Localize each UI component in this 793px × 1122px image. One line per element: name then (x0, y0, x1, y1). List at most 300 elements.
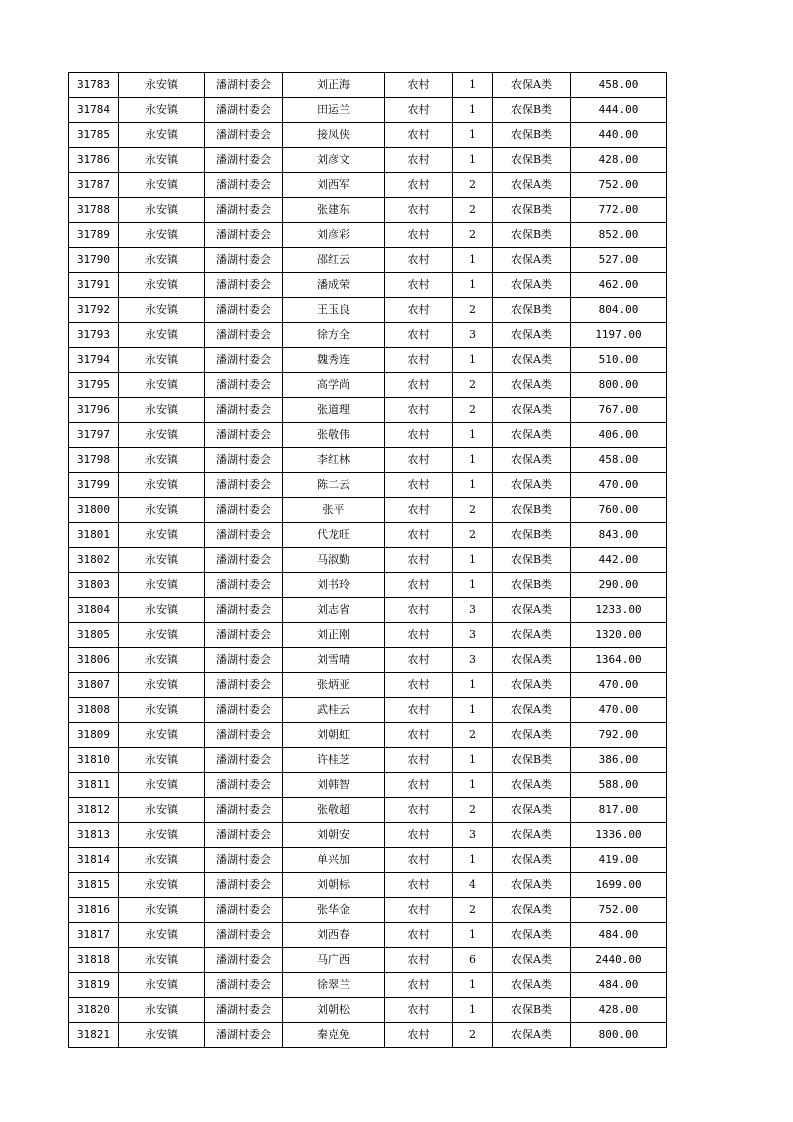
cell-residence-type: 农村 (385, 148, 453, 173)
cell-amount: 1364.00 (571, 648, 667, 673)
cell-household-count: 2 (453, 523, 493, 548)
cell-amount: 386.00 (571, 748, 667, 773)
table-row (69, 623, 667, 648)
cell-record-id: 31786 (69, 148, 119, 173)
cell-record-id: 31799 (69, 473, 119, 498)
cell-record-id: 31803 (69, 573, 119, 598)
cell-household-count: 1 (453, 248, 493, 273)
table-row (69, 248, 667, 273)
cell-record-id: 31811 (69, 773, 119, 798)
cell-record-id: 31817 (69, 923, 119, 948)
cell-amount: 804.00 (571, 298, 667, 323)
cell-record-id: 31812 (69, 798, 119, 823)
cell-person-name: 张炳亚 (283, 673, 385, 698)
table-row (69, 948, 667, 973)
cell-residence-type: 农村 (385, 873, 453, 898)
cell-residence-type: 农村 (385, 998, 453, 1023)
cell-insurance-category: 农保B类 (493, 998, 571, 1023)
cell-town: 永安镇 (119, 898, 205, 923)
cell-amount: 800.00 (571, 373, 667, 398)
cell-village-committee: 潘湖村委会 (205, 573, 283, 598)
table-row (69, 448, 667, 473)
cell-village-committee: 潘湖村委会 (205, 1023, 283, 1048)
table-row (69, 273, 667, 298)
cell-village-committee: 潘湖村委会 (205, 73, 283, 98)
cell-record-id: 31794 (69, 348, 119, 373)
cell-household-count: 2 (453, 298, 493, 323)
cell-person-name: 刘西军 (283, 173, 385, 198)
cell-town: 永安镇 (119, 123, 205, 148)
cell-residence-type: 农村 (385, 73, 453, 98)
cell-record-id: 31808 (69, 698, 119, 723)
cell-household-count: 1 (453, 98, 493, 123)
cell-record-id: 31814 (69, 848, 119, 873)
cell-household-count: 1 (453, 273, 493, 298)
cell-residence-type: 农村 (385, 548, 453, 573)
cell-insurance-category: 农保A类 (493, 248, 571, 273)
cell-residence-type: 农村 (385, 748, 453, 773)
cell-town: 永安镇 (119, 673, 205, 698)
cell-household-count: 2 (453, 1023, 493, 1048)
cell-record-id: 31797 (69, 423, 119, 448)
cell-town: 永安镇 (119, 423, 205, 448)
cell-town: 永安镇 (119, 823, 205, 848)
cell-household-count: 2 (453, 723, 493, 748)
cell-household-count: 1 (453, 673, 493, 698)
cell-village-committee: 潘湖村委会 (205, 673, 283, 698)
cell-town: 永安镇 (119, 498, 205, 523)
cell-person-name: 张建东 (283, 198, 385, 223)
cell-record-id: 31785 (69, 123, 119, 148)
cell-record-id: 31815 (69, 873, 119, 898)
table-row (69, 998, 667, 1023)
cell-amount: 428.00 (571, 148, 667, 173)
cell-residence-type: 农村 (385, 373, 453, 398)
cell-person-name: 刘雪晴 (283, 648, 385, 673)
cell-amount: 470.00 (571, 698, 667, 723)
cell-person-name: 张华金 (283, 898, 385, 923)
cell-record-id: 31789 (69, 223, 119, 248)
table-row (69, 773, 667, 798)
cell-insurance-category: 农保B类 (493, 498, 571, 523)
cell-household-count: 2 (453, 398, 493, 423)
cell-household-count: 3 (453, 823, 493, 848)
cell-residence-type: 农村 (385, 723, 453, 748)
table-row (69, 223, 667, 248)
cell-record-id: 31783 (69, 73, 119, 98)
cell-person-name: 刘彦文 (283, 148, 385, 173)
cell-town: 永安镇 (119, 373, 205, 398)
cell-village-committee: 潘湖村委会 (205, 448, 283, 473)
cell-record-id: 31792 (69, 298, 119, 323)
cell-insurance-category: 农保A类 (493, 473, 571, 498)
table-row (69, 173, 667, 198)
cell-person-name: 刘朝安 (283, 823, 385, 848)
cell-amount: 1320.00 (571, 623, 667, 648)
cell-household-count: 2 (453, 198, 493, 223)
cell-household-count: 4 (453, 873, 493, 898)
cell-record-id: 31790 (69, 248, 119, 273)
cell-insurance-category: 农保A类 (493, 798, 571, 823)
cell-village-committee: 潘湖村委会 (205, 323, 283, 348)
cell-insurance-category: 农保A类 (493, 173, 571, 198)
cell-record-id: 31795 (69, 373, 119, 398)
cell-town: 永安镇 (119, 798, 205, 823)
cell-residence-type: 农村 (385, 948, 453, 973)
cell-person-name: 许桂芝 (283, 748, 385, 773)
cell-amount: 470.00 (571, 673, 667, 698)
cell-insurance-category: 农保B类 (493, 123, 571, 148)
cell-town: 永安镇 (119, 773, 205, 798)
cell-record-id: 31802 (69, 548, 119, 573)
cell-town: 永安镇 (119, 948, 205, 973)
cell-amount: 1233.00 (571, 598, 667, 623)
cell-record-id: 31819 (69, 973, 119, 998)
cell-village-committee: 潘湖村委会 (205, 423, 283, 448)
cell-residence-type: 农村 (385, 473, 453, 498)
cell-insurance-category: 农保A类 (493, 398, 571, 423)
cell-person-name: 刘朝虹 (283, 723, 385, 748)
cell-town: 永安镇 (119, 998, 205, 1023)
table-row (69, 398, 667, 423)
cell-insurance-category: 农保B类 (493, 298, 571, 323)
cell-residence-type: 农村 (385, 173, 453, 198)
cell-residence-type: 农村 (385, 848, 453, 873)
cell-insurance-category: 农保B类 (493, 223, 571, 248)
cell-residence-type: 农村 (385, 498, 453, 523)
cell-person-name: 刘彦彩 (283, 223, 385, 248)
cell-insurance-category: 农保A类 (493, 373, 571, 398)
cell-amount: 752.00 (571, 173, 667, 198)
cell-town: 永安镇 (119, 848, 205, 873)
cell-insurance-category: 农保B类 (493, 198, 571, 223)
cell-amount: 458.00 (571, 448, 667, 473)
cell-town: 永安镇 (119, 98, 205, 123)
cell-village-committee: 潘湖村委会 (205, 598, 283, 623)
cell-record-id: 31798 (69, 448, 119, 473)
cell-town: 永安镇 (119, 923, 205, 948)
cell-household-count: 1 (453, 773, 493, 798)
cell-village-committee: 潘湖村委会 (205, 498, 283, 523)
cell-village-committee: 潘湖村委会 (205, 773, 283, 798)
cell-household-count: 2 (453, 498, 493, 523)
cell-household-count: 3 (453, 598, 493, 623)
cell-town: 永安镇 (119, 273, 205, 298)
cell-person-name: 刘志省 (283, 598, 385, 623)
cell-amount: 527.00 (571, 248, 667, 273)
cell-record-id: 31784 (69, 98, 119, 123)
cell-village-committee: 潘湖村委会 (205, 923, 283, 948)
cell-household-count: 1 (453, 123, 493, 148)
table-row (69, 748, 667, 773)
cell-insurance-category: 农保A类 (493, 673, 571, 698)
cell-household-count: 1 (453, 423, 493, 448)
cell-residence-type: 农村 (385, 198, 453, 223)
table-row (69, 723, 667, 748)
cell-town: 永安镇 (119, 148, 205, 173)
cell-residence-type: 农村 (385, 1023, 453, 1048)
cell-village-committee: 潘湖村委会 (205, 898, 283, 923)
cell-record-id: 31800 (69, 498, 119, 523)
cell-residence-type: 农村 (385, 248, 453, 273)
cell-insurance-category: 农保A类 (493, 273, 571, 298)
table-row (69, 298, 667, 323)
cell-residence-type: 农村 (385, 323, 453, 348)
cell-household-count: 3 (453, 323, 493, 348)
cell-insurance-category: 农保A类 (493, 323, 571, 348)
cell-household-count: 2 (453, 798, 493, 823)
cell-amount: 440.00 (571, 123, 667, 148)
cell-household-count: 1 (453, 148, 493, 173)
cell-village-committee: 潘湖村委会 (205, 223, 283, 248)
cell-insurance-category: 农保A类 (493, 898, 571, 923)
cell-person-name: 单兴加 (283, 848, 385, 873)
cell-town: 永安镇 (119, 748, 205, 773)
cell-record-id: 31821 (69, 1023, 119, 1048)
cell-town: 永安镇 (119, 248, 205, 273)
cell-village-committee: 潘湖村委会 (205, 248, 283, 273)
cell-village-committee: 潘湖村委会 (205, 973, 283, 998)
table-row (69, 798, 667, 823)
cell-record-id: 31818 (69, 948, 119, 973)
cell-residence-type: 农村 (385, 648, 453, 673)
cell-record-id: 31787 (69, 173, 119, 198)
cell-residence-type: 农村 (385, 523, 453, 548)
cell-amount: 1699.00 (571, 873, 667, 898)
cell-insurance-category: 农保A类 (493, 773, 571, 798)
cell-household-count: 1 (453, 473, 493, 498)
cell-person-name: 秦克免 (283, 1023, 385, 1048)
cell-village-committee: 潘湖村委会 (205, 873, 283, 898)
cell-amount: 843.00 (571, 523, 667, 548)
cell-record-id: 31816 (69, 898, 119, 923)
cell-person-name: 刘韩智 (283, 773, 385, 798)
cell-household-count: 1 (453, 73, 493, 98)
cell-record-id: 31791 (69, 273, 119, 298)
cell-residence-type: 农村 (385, 348, 453, 373)
cell-village-committee: 潘湖村委会 (205, 523, 283, 548)
cell-residence-type: 农村 (385, 898, 453, 923)
cell-household-count: 1 (453, 848, 493, 873)
cell-town: 永安镇 (119, 198, 205, 223)
table-row (69, 573, 667, 598)
table-row (69, 923, 667, 948)
cell-household-count: 1 (453, 923, 493, 948)
cell-amount: 1336.00 (571, 823, 667, 848)
cell-amount: 442.00 (571, 548, 667, 573)
cell-person-name: 邵红云 (283, 248, 385, 273)
cell-person-name: 刘书玲 (283, 573, 385, 598)
cell-town: 永安镇 (119, 648, 205, 673)
cell-household-count: 1 (453, 748, 493, 773)
table-row (69, 198, 667, 223)
cell-record-id: 31809 (69, 723, 119, 748)
cell-person-name: 刘朝标 (283, 873, 385, 898)
cell-amount: 792.00 (571, 723, 667, 748)
cell-residence-type: 农村 (385, 398, 453, 423)
cell-household-count: 1 (453, 448, 493, 473)
cell-household-count: 3 (453, 623, 493, 648)
cell-town: 永安镇 (119, 548, 205, 573)
cell-town: 永安镇 (119, 398, 205, 423)
cell-residence-type: 农村 (385, 798, 453, 823)
cell-insurance-category: 农保A类 (493, 648, 571, 673)
cell-village-committee: 潘湖村委会 (205, 848, 283, 873)
cell-residence-type: 农村 (385, 98, 453, 123)
cell-residence-type: 农村 (385, 623, 453, 648)
cell-record-id: 31820 (69, 998, 119, 1023)
roster-table-body (69, 73, 667, 1048)
cell-person-name: 接凤侠 (283, 123, 385, 148)
cell-record-id: 31807 (69, 673, 119, 698)
cell-insurance-category: 农保A类 (493, 848, 571, 873)
cell-person-name: 陈二云 (283, 473, 385, 498)
cell-village-committee: 潘湖村委会 (205, 298, 283, 323)
cell-insurance-category: 农保A类 (493, 623, 571, 648)
cell-village-committee: 潘湖村委会 (205, 123, 283, 148)
cell-person-name: 高学尚 (283, 373, 385, 398)
cell-amount: 772.00 (571, 198, 667, 223)
table-row (69, 373, 667, 398)
cell-insurance-category: 农保B类 (493, 523, 571, 548)
cell-residence-type: 农村 (385, 923, 453, 948)
cell-household-count: 2 (453, 898, 493, 923)
cell-town: 永安镇 (119, 973, 205, 998)
cell-residence-type: 农村 (385, 448, 453, 473)
cell-person-name: 刘朝松 (283, 998, 385, 1023)
cell-village-committee: 潘湖村委会 (205, 648, 283, 673)
cell-record-id: 31793 (69, 323, 119, 348)
table-row (69, 873, 667, 898)
cell-insurance-category: 农保B类 (493, 748, 571, 773)
cell-amount: 484.00 (571, 923, 667, 948)
cell-town: 永安镇 (119, 448, 205, 473)
cell-insurance-category: 农保B类 (493, 98, 571, 123)
cell-amount: 1197.00 (571, 323, 667, 348)
cell-amount: 852.00 (571, 223, 667, 248)
cell-insurance-category: 农保A类 (493, 598, 571, 623)
cell-record-id: 31801 (69, 523, 119, 548)
cell-village-committee: 潘湖村委会 (205, 623, 283, 648)
cell-person-name: 刘正刚 (283, 623, 385, 648)
cell-village-committee: 潘湖村委会 (205, 798, 283, 823)
table-row (69, 548, 667, 573)
roster-table (68, 72, 667, 1048)
cell-village-committee: 潘湖村委会 (205, 998, 283, 1023)
cell-record-id: 31796 (69, 398, 119, 423)
cell-record-id: 31813 (69, 823, 119, 848)
cell-village-committee: 潘湖村委会 (205, 748, 283, 773)
cell-amount: 760.00 (571, 498, 667, 523)
cell-residence-type: 农村 (385, 298, 453, 323)
cell-town: 永安镇 (119, 873, 205, 898)
cell-insurance-category: 农保A类 (493, 423, 571, 448)
cell-household-count: 6 (453, 948, 493, 973)
cell-person-name: 刘西春 (283, 923, 385, 948)
cell-person-name: 魏秀连 (283, 348, 385, 373)
cell-insurance-category: 农保A类 (493, 923, 571, 948)
cell-record-id: 31804 (69, 598, 119, 623)
cell-person-name: 马广西 (283, 948, 385, 973)
cell-household-count: 1 (453, 973, 493, 998)
cell-town: 永安镇 (119, 523, 205, 548)
cell-insurance-category: 农保A类 (493, 348, 571, 373)
table-row (69, 348, 667, 373)
table-row (69, 473, 667, 498)
table-row (69, 73, 667, 98)
table-row (69, 423, 667, 448)
table-row (69, 698, 667, 723)
cell-town: 永安镇 (119, 473, 205, 498)
cell-insurance-category: 农保A类 (493, 698, 571, 723)
cell-household-count: 1 (453, 573, 493, 598)
cell-person-name: 李红林 (283, 448, 385, 473)
cell-insurance-category: 农保A类 (493, 723, 571, 748)
cell-village-committee: 潘湖村委会 (205, 273, 283, 298)
cell-insurance-category: 农保A类 (493, 948, 571, 973)
cell-amount: 752.00 (571, 898, 667, 923)
cell-insurance-category: 农保A类 (493, 1023, 571, 1048)
cell-person-name: 潘成荣 (283, 273, 385, 298)
cell-household-count: 2 (453, 173, 493, 198)
cell-residence-type: 农村 (385, 273, 453, 298)
cell-record-id: 31805 (69, 623, 119, 648)
table-row (69, 148, 667, 173)
cell-residence-type: 农村 (385, 223, 453, 248)
cell-person-name: 武桂云 (283, 698, 385, 723)
cell-insurance-category: 农保A类 (493, 873, 571, 898)
cell-person-name: 田运兰 (283, 98, 385, 123)
cell-record-id: 31788 (69, 198, 119, 223)
cell-town: 永安镇 (119, 598, 205, 623)
table-row (69, 523, 667, 548)
table-row (69, 648, 667, 673)
cell-record-id: 31810 (69, 748, 119, 773)
cell-insurance-category: 农保B类 (493, 573, 571, 598)
cell-village-committee: 潘湖村委会 (205, 98, 283, 123)
table-row (69, 598, 667, 623)
cell-person-name: 徐方全 (283, 323, 385, 348)
cell-insurance-category: 农保A类 (493, 823, 571, 848)
cell-town: 永安镇 (119, 73, 205, 98)
cell-residence-type: 农村 (385, 123, 453, 148)
cell-town: 永安镇 (119, 223, 205, 248)
cell-household-count: 1 (453, 698, 493, 723)
cell-residence-type: 农村 (385, 573, 453, 598)
cell-village-committee: 潘湖村委会 (205, 398, 283, 423)
cell-household-count: 3 (453, 648, 493, 673)
cell-person-name: 徐翠兰 (283, 973, 385, 998)
cell-insurance-category: 农保B类 (493, 548, 571, 573)
cell-village-committee: 潘湖村委会 (205, 473, 283, 498)
cell-residence-type: 农村 (385, 823, 453, 848)
cell-town: 永安镇 (119, 723, 205, 748)
cell-person-name: 张敬伟 (283, 423, 385, 448)
cell-amount: 800.00 (571, 1023, 667, 1048)
cell-village-committee: 潘湖村委会 (205, 348, 283, 373)
cell-person-name: 张敬超 (283, 798, 385, 823)
cell-person-name: 刘正海 (283, 73, 385, 98)
table-row (69, 1023, 667, 1048)
cell-amount: 470.00 (571, 473, 667, 498)
cell-amount: 484.00 (571, 973, 667, 998)
cell-residence-type: 农村 (385, 598, 453, 623)
cell-amount: 444.00 (571, 98, 667, 123)
table-row (69, 898, 667, 923)
cell-person-name: 代龙旺 (283, 523, 385, 548)
cell-village-committee: 潘湖村委会 (205, 148, 283, 173)
cell-residence-type: 农村 (385, 973, 453, 998)
